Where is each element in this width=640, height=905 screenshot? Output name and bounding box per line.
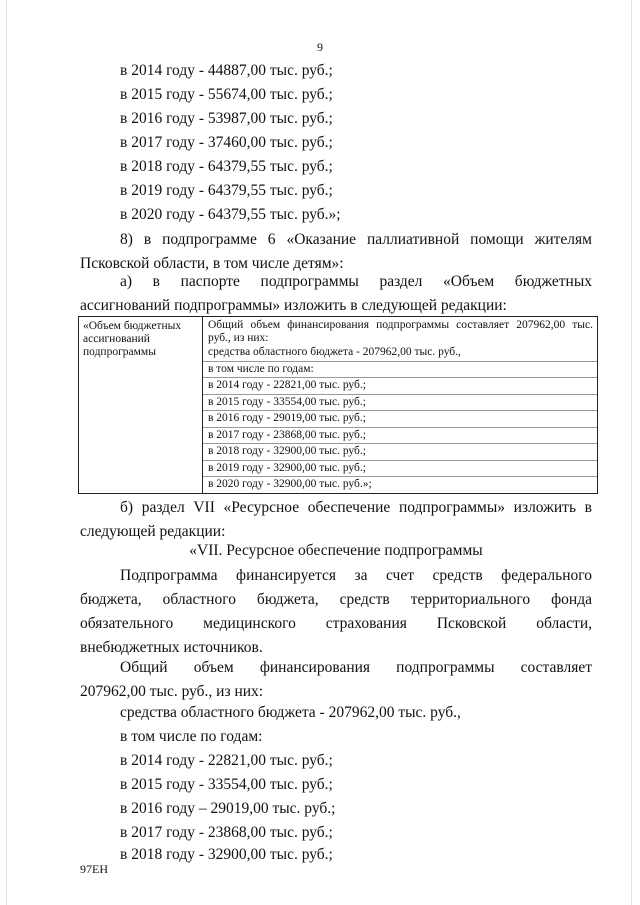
- item-b-line-2: следующей редакции:: [80, 523, 226, 540]
- year-line: в 2019 году - 64379,55 тыс. руб.;: [120, 182, 333, 199]
- table-head-text: Общий объем финансирования подпрограммы составляет 207962,00 тыс. руб., из них:: [208, 319, 593, 344]
- table-row: средства областного бюджета - 207962,00 тыс. руб.,: [203, 345, 597, 362]
- year-line: в 2015 году - 33554,00 тыс. руб.;: [120, 776, 333, 793]
- table-row: в 2020 году - 32900,00 тыс. руб.»;: [208, 478, 372, 490]
- by-years-line: в том числе по годам:: [120, 728, 263, 745]
- total-paragraph: [80, 656, 592, 704]
- table-row: в 2019 году - 32900,00 тыс. руб.;: [203, 461, 597, 478]
- funding-line-4: внебюджетных источников.: [80, 639, 263, 656]
- table-row: в 2017 году - 23868,00 тыс. руб.;: [203, 428, 597, 445]
- table-row: в 2016 году - 29019,00 тыс. руб.;: [203, 411, 597, 428]
- total-line-1: Общий объем финансирования подпрограммы составляет: [120, 659, 592, 676]
- table-row: в том числе по годам:: [203, 362, 597, 379]
- scan-edge-right: [631, 0, 632, 905]
- item-8-line-2: Псковской области, в том числе детям»:: [80, 255, 344, 272]
- budget-passport-table: [78, 316, 598, 494]
- table-right-cell: [203, 317, 597, 495]
- year-line: в 2015 году - 55674,00 тыс. руб.;: [120, 86, 333, 103]
- year-line: в 2020 году - 64379,55 тыс. руб.»;: [120, 206, 341, 223]
- year-line: в 2014 году - 44887,00 тыс. руб.;: [120, 62, 333, 79]
- footer-code: 97ЕН: [80, 862, 108, 876]
- year-line: в 2016 году – 29019,00 тыс. руб.;: [120, 800, 336, 817]
- item-a-line-2: ассигнований подпрограммы» изложить в следующей редакции:: [80, 297, 507, 314]
- year-line: в 2018 году - 32900,00 тыс. руб.;: [120, 846, 333, 863]
- year-line: в 2014 году - 22821,00 тыс. руб.;: [120, 752, 333, 769]
- item-8-paragraph: [80, 228, 592, 276]
- item-a-line-1: а) в паспорте подпрограммы раздел «Объем бюджетных: [120, 273, 592, 290]
- year-line: в 2017 году - 37460,00 тыс. руб.;: [120, 134, 333, 151]
- page-number: 9: [317, 40, 323, 54]
- budget-line: средства областного бюджета - 207962,00 тыс. руб.,: [120, 704, 461, 721]
- table-row: в 2015 году - 33554,00 тыс. руб.;: [203, 395, 597, 412]
- year-line: в 2018 году - 64379,55 тыс. руб.;: [120, 158, 333, 175]
- table-left-cell: «Объем бюджетных ассигнований подпрограммы: [79, 317, 203, 493]
- section-title: «VII. Ресурсное обеспечение подпрограммы: [189, 542, 483, 559]
- table-row: в 2018 году - 32900,00 тыс. руб.;: [203, 444, 597, 461]
- total-line-2: 207962,00 тыс. руб., из них:: [80, 683, 264, 700]
- funding-line-1: Подпрограмма финансируется за счет средств федерального: [120, 567, 592, 584]
- table-row: в 2014 году - 22821,00 тыс. руб.;: [203, 378, 597, 395]
- funding-paragraph: [80, 564, 592, 660]
- item-a-paragraph: [80, 270, 592, 318]
- item-b-line-1: б) раздел VII «Ресурсное обеспечение подпрограммы» изложить в: [120, 499, 592, 516]
- funding-line-3: обязательного медицинского страхования Псковской области,: [80, 615, 592, 632]
- year-line: в 2017 году - 23868,00 тыс. руб.;: [120, 824, 333, 841]
- item-b-paragraph: [80, 496, 592, 544]
- scan-edge-left: [6, 0, 7, 905]
- item-8-line-1: 8) в подпрограмме 6 «Оказание паллиативной помощи жителям: [120, 231, 592, 248]
- year-line: в 2016 году - 53987,00 тыс. руб.;: [120, 110, 333, 127]
- funding-line-2: бюджета, областного бюджета, средств территориального фонда: [80, 591, 592, 608]
